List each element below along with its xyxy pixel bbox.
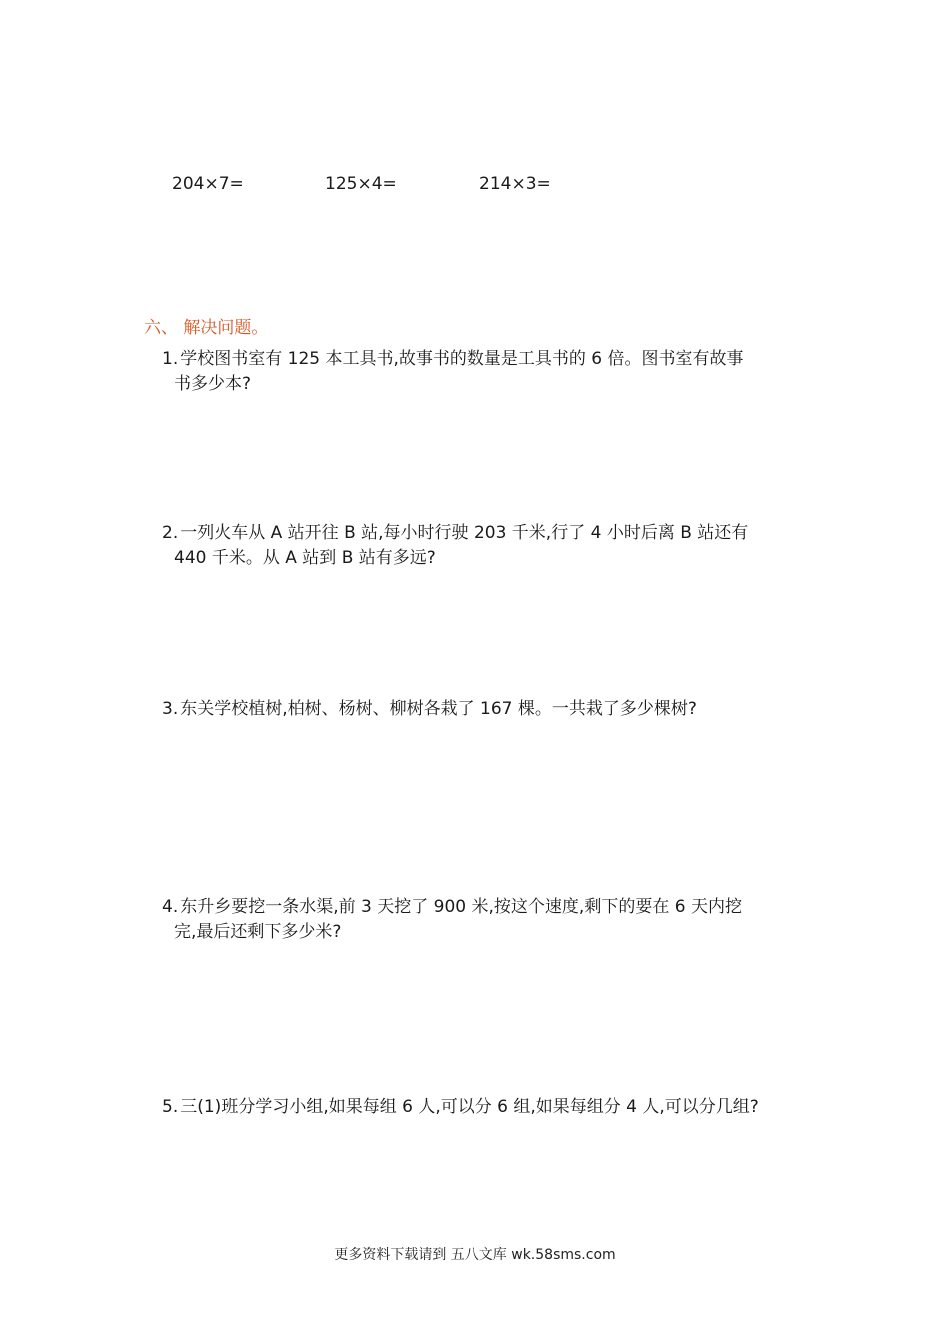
problem-text-continued: 书多少本? (174, 374, 252, 394)
problem-number: 5. (162, 1097, 179, 1117)
problem-item (162, 895, 822, 945)
problem-number: 1. (162, 349, 179, 369)
problem-text: 东关学校植树,柏树、杨树、柳树各栽了 167 棵。一共栽了多少棵树? (180, 699, 697, 719)
problem-text: 学校图书室有 125 本工具书,故事书的数量是工具书的 6 倍。图书室有故事 (180, 349, 744, 369)
problem-item (162, 347, 822, 397)
problem-number: 3. (162, 699, 179, 719)
problem-number: 4. (162, 897, 179, 917)
section-title: 六、 解决问题。 (144, 318, 269, 338)
footer-note: 更多资料下载请到 五八文库 wk.58sms.com (334, 1247, 616, 1263)
problem-text: 一列火车从 A 站开往 B 站,每小时行驶 203 千米,行了 4 小时后离 B 站还有 (180, 523, 749, 543)
problem-text-continued: 完,最后还剩下多少米? (174, 922, 342, 942)
problem-item (162, 1095, 822, 1120)
problem-number: 2. (162, 523, 179, 543)
calculation-row (0, 174, 950, 200)
problem-text-continued: 440 千米。从 A 站到 B 站有多远? (174, 548, 436, 568)
calculation-item: 204×7= (172, 174, 244, 194)
problem-item (162, 521, 822, 571)
problem-item (162, 697, 822, 722)
calculation-item: 125×4= (325, 174, 397, 194)
problem-text: 三(1)班分学习小组,如果每组 6 人,可以分 6 组,如果每组分 4 人,可以分几组? (180, 1097, 759, 1117)
calculation-item: 214×3= (479, 174, 551, 194)
problem-text: 东升乡要挖一条水渠,前 3 天挖了 900 米,按这个速度,剩下的要在 6 天内挖 (180, 897, 742, 917)
